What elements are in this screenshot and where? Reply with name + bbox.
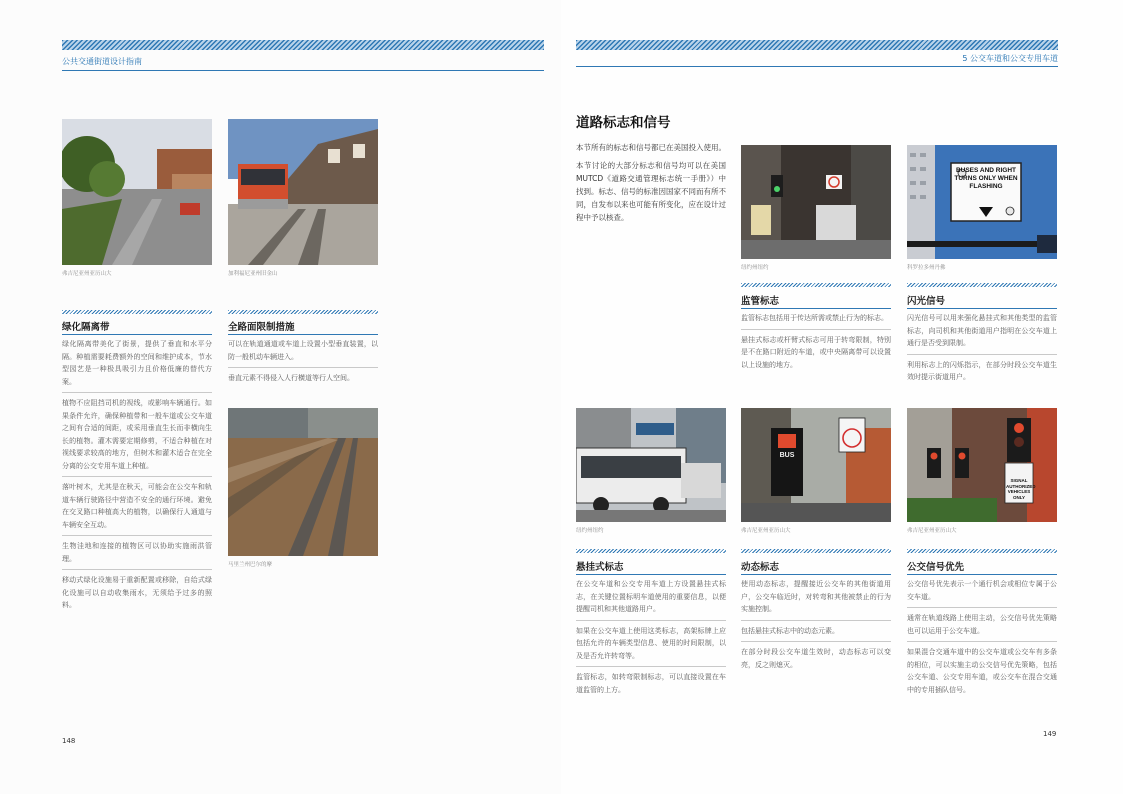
photo-rail-track	[228, 408, 378, 556]
section-title-overhead: 悬挂式标志	[576, 562, 624, 573]
page-title: 道路标志和信号	[576, 115, 671, 131]
paragraph: 生物洼地和连接的植物区可以协助实施雨洪管理。	[62, 540, 212, 570]
page-number: 149	[1043, 730, 1057, 738]
section-body-regulatory	[741, 308, 891, 379]
paragraph: 包括悬挂式标志中的动态元素。	[741, 625, 891, 643]
paragraph: 使用动态标志，提醒接近公交车的其他街道用户，公交车临近时，对转弯和其他被禁止的行为实施控制。	[741, 578, 891, 621]
section-title-regulatory: 监管标志	[741, 296, 780, 307]
photo-ny-bus-street	[576, 408, 726, 522]
photo-denver-flashing-sign	[907, 145, 1057, 259]
section-body-full-barrier	[228, 334, 378, 393]
photo-caption: 马里兰州巴尔的摩	[228, 562, 273, 568]
paragraph: 移动式绿化设施易于重新配置或移除，自给式绿化设施可以自动收集雨水，无须给予过多的照料。	[62, 576, 212, 609]
section-hatch	[741, 549, 891, 553]
paragraph: 监管标志，如转弯限制标志，可以直接设置在车道监管的上方。	[576, 673, 726, 694]
header-hatch-bar	[62, 40, 544, 50]
left-page	[0, 0, 561, 794]
photo-caption: 纽约州纽约	[741, 265, 769, 271]
section-title-dynamic: 动态标志	[741, 562, 780, 573]
photo-dynamic-bus-sign	[741, 408, 891, 522]
header-rule	[62, 70, 544, 71]
photo-caption: 弗吉尼亚州亚历山大	[907, 528, 957, 534]
paragraph: 落叶树木，尤其是在秋天，可能会在公交车和轨道车辆行驶路径中营造不安全的通行环境。避免在交叉路口种植高大的植物，以确保行人通道与车辆安全互动。	[62, 481, 212, 536]
photo-caption: 加利福尼亚州旧金山	[228, 271, 278, 277]
paragraph: 植物不应阻挡司机的视线，或影响车辆通行。如果条件允许，确保种植带和一般车道或公交车道之间有合适的间距，或采用垂直生长而非横向生长的植物。灌木需要定期修剪，不适合种植在对视线要求较高的地方，但树木和灌木适合在完全分离的公交专用车道上种植。	[62, 397, 212, 477]
photo-caption: 弗吉尼亚州亚历山大	[741, 528, 791, 534]
section-title-full-barrier: 全路面限制措施	[228, 322, 295, 333]
paragraph: 利用标志上的闪烁指示，在部分时段公交车道生效时提示街道用户。	[907, 360, 1057, 381]
section-hatch	[62, 310, 212, 314]
paragraph: 在部分时段公交车道生效时，动态标志可以变亮，反之则熄灭。	[741, 648, 891, 669]
paragraph: 监管标志包括用于传达所需或禁止行为的标志。	[741, 312, 891, 330]
photo-transit-signal	[907, 408, 1057, 522]
running-header: 公共交通街道设计指南	[62, 57, 142, 66]
right-page	[561, 0, 1123, 794]
page-number: 148	[62, 737, 76, 745]
sign-text-buses: BUSES AND RIGHT TURNS ONLY WHEN FLASHING	[954, 167, 1018, 190]
header-hatch-bar	[576, 40, 1058, 50]
section-hatch	[907, 549, 1057, 553]
section-title-green-median: 绿化隔离带	[62, 322, 110, 333]
paragraph: 绿化隔离带美化了街景，提供了垂直和水平分隔。种植需要耗费额外的空间和维护成本，节水型园艺是一种极具吸引力且价格低廉的替代方案。	[62, 338, 212, 393]
photo-caption: 弗吉尼亚州亚历山大	[62, 271, 112, 277]
photo-ny-traffic-signals	[741, 145, 891, 259]
section-body-signal-priority	[907, 574, 1057, 704]
paragraph: 公交信号优先表示一个通行机会或相位专属于公交车道。	[907, 578, 1057, 608]
intro-paragraph: 本节讨论的大部分标志和信号均可以在美国MUTCD《道路交通管理标志统一手册》）中找到。标志、信号的标准因国家不同而有所不同，自发布以来也可能有所变化，应在设计过程中予以核查。	[576, 161, 726, 222]
paragraph: 闪光信号可以用来强化悬挂式和其他类型的监管标志，向司机和其他街道用户指明在公交车道上通行是否受到限制。	[907, 312, 1057, 355]
paragraph: 如果在公交车道上使用这类标志，高架标牌上应包括允许的车辆类型信息、使用的时间限制，以及是否允许转弯等。	[576, 625, 726, 668]
section-body-flashing	[907, 308, 1057, 392]
section-hatch	[907, 283, 1057, 287]
section-body-overhead	[576, 574, 726, 704]
sign-text-bus: BUS	[779, 452, 795, 459]
header-rule	[576, 66, 1058, 67]
paragraph: 垂直元素不得侵入人行横道等行人空间。	[228, 374, 354, 382]
running-header: 5 公交车道和公交专用车道	[962, 54, 1058, 63]
paragraph: 在公交车道和公交专用车道上方设置悬挂式标志，在关键位置标明车道使用的重要信息，以便提醒司机和其他道路用户。	[576, 578, 726, 621]
photo-caption: 科罗拉多州丹佛	[907, 265, 946, 271]
section-body-dynamic	[741, 574, 891, 679]
photo-green-median	[62, 119, 212, 265]
section-title-signal-priority: 公交信号优先	[907, 562, 965, 573]
section-hatch	[228, 310, 378, 314]
paragraph: 可以在轨道通道或车道上设置小型垂直装置，以防一般机动车辆进入。	[228, 338, 378, 368]
photo-caption: 纽约州纽约	[576, 528, 604, 534]
intro-text	[576, 141, 726, 229]
sign-text-signal: SIGNAL AUTHORIZED VEHICLES ONLY	[1006, 478, 1036, 500]
intro-paragraph: 本节所有的标志和信号都已在美国投入使用。	[576, 143, 726, 152]
paragraph: 通常在轨道线路上使用主动，公交信号优先策略也可以运用于公交车道。	[907, 612, 1057, 642]
section-title-flashing: 闪光信号	[907, 296, 946, 307]
section-hatch	[741, 283, 891, 287]
paragraph: 悬挂式标志或杆臂式标志可用于转弯限制，特别是不在路口附近的车道，或中央隔离带可以设置以上设施的地方。	[741, 335, 891, 369]
section-hatch	[576, 549, 726, 553]
photo-light-rail	[228, 119, 378, 265]
paragraph: 如果混合交通车道中的公交车道或公交车有多条的相位，可以实施主动公交信号优先策略，包括公交车道、公交专用车道，或公交车在混合交通中的专用插队信号。	[907, 648, 1057, 694]
section-body-green-median	[62, 334, 212, 620]
